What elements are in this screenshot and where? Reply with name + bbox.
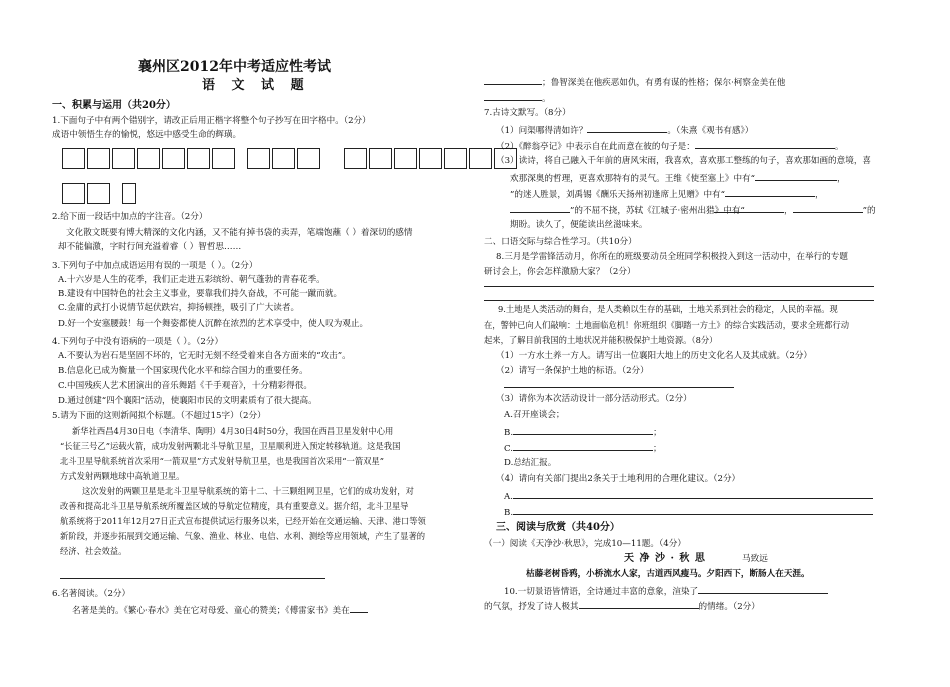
q9-blank[interactable]	[513, 490, 873, 499]
q8-answer-line[interactable]	[484, 286, 874, 287]
q5-news-line: 经济、社会效益。	[60, 546, 127, 556]
q9-option-c: C. ；	[504, 444, 662, 454]
q6-line	[72, 604, 368, 617]
section1-heading: 一、积累与运用（共20分）	[52, 100, 176, 111]
exam-subtitle: 语 文 试 题	[202, 78, 310, 93]
q9-option-b: B. ；	[504, 428, 662, 438]
q9-answer-line[interactable]	[504, 387, 734, 388]
q10-blank[interactable]	[579, 600, 699, 609]
q7-blank[interactable]	[793, 204, 863, 213]
section3-heading: 三、阅读与欣赏（共40分）	[496, 522, 620, 533]
q3-prompt: 3.下列句子中加点成语运用有误的一项是（ ）。（2分）	[52, 261, 258, 271]
q6-prompt: 6.名著阅读。（2分）	[52, 589, 131, 599]
q9-suggest-a-text: A.	[504, 492, 513, 502]
exam-title: 襄州区2012年中考适应性考试	[138, 59, 331, 75]
grid-cell[interactable]	[122, 183, 136, 204]
grid-cell[interactable]	[444, 148, 467, 169]
q4-option-c: C.中国残疾人艺术团演出的音乐舞蹈《千手观音》，十分精彩得很。	[58, 381, 312, 391]
q6-continued	[484, 76, 785, 89]
q10-line2	[484, 600, 760, 613]
q7-blank[interactable]	[725, 188, 815, 197]
q8-text2: 研讨会上，你会怎样激励大家？（2分）	[484, 267, 636, 277]
q9-blank[interactable]	[513, 442, 653, 451]
q9-option-a: A.召开座谈会；	[504, 410, 565, 420]
q9-suggest-a	[504, 490, 873, 503]
q2-line2: 却不能偏激，字时行间充溢着睿（ ）智哲思……	[58, 242, 242, 252]
q10c-text: 的情绪。（2分）	[698, 602, 760, 612]
q1-prompt: 1.下面句子中有两个错别字，请改正后用正楷字将整个句子抄写在田字格中。（2分）	[52, 116, 371, 126]
q6-end: 。	[484, 92, 551, 105]
grid-cell[interactable]	[272, 148, 295, 169]
q7-p3c-text: ”的迷人胜景，刘禹锡《酬乐天扬州初逢席上见赠》中有“	[510, 190, 726, 200]
q1-sentence: 成语中领悟生存的愉悦，悠远中感受生命的辉璜。	[52, 130, 242, 140]
writing-grid-row1[interactable]	[62, 148, 517, 169]
q10-text: 10.一切景语皆情语，全诗通过丰富的意象，渲染了	[504, 587, 699, 597]
q9-option-b-text: B.	[504, 428, 514, 438]
q5-answer-line[interactable]	[60, 578, 325, 579]
q7-p3b: 欢那深奥的哲理，更喜欢那特有的灵气。王维《使至塞上》中有“ ，	[510, 174, 846, 184]
grid-cell[interactable]	[344, 148, 367, 169]
grid-cell[interactable]	[187, 148, 210, 169]
grid-cell[interactable]	[62, 148, 85, 169]
q7-p3f: 期盼。读久了，便能读出丝滋味来。	[510, 220, 648, 230]
q10-line1	[504, 585, 828, 598]
q4-prompt: 4.下列句子中没有语病的一项是（ ）。（2分）	[52, 337, 224, 347]
q8-answer-line[interactable]	[484, 300, 874, 301]
q5-news-line: 北斗卫星导航系统首次采用“一箭双星”方式发射导航卫星，也是我国首次采用“一箭双星”	[60, 456, 384, 466]
q9-option-c-text: C.	[504, 444, 514, 454]
grid-cell[interactable]	[162, 148, 185, 169]
q7-prompt: 7.古诗文默写。（8分）	[484, 108, 571, 118]
q5-news-line: “长征三号乙”运载火箭，成功发射两颗北斗导航卫星，卫星顺利进入预定转移轨道。这是我国	[60, 441, 401, 451]
poem-author: 马致远	[742, 554, 768, 564]
q5-prompt: 5.请为下面的这则新闻拟个标题。（不超过15字）（2分）	[52, 411, 266, 421]
q5-news-line: 方式发射两颗地球中高轨道卫星。	[60, 471, 185, 481]
grid-cell[interactable]	[369, 148, 392, 169]
grid-cell[interactable]	[112, 148, 135, 169]
grid-cell[interactable]	[394, 148, 417, 169]
q2-line1: 文化散文既要有博大精深的文化内涵，又不能有掉书袋的卖弄，笔端饱蘸（ ）着深切的感情	[66, 228, 413, 238]
q4-option-a: A.不要认为岩石是坚固不坏的，它无时无刻不经受着来自各方面来的“攻击”。	[58, 351, 351, 361]
q4-option-d: D.通过创建“四个襄阳”活动，使襄阳市民的文明素质有了很大提高。	[58, 396, 317, 406]
q5-news-line: 这次发射的两颗卫星是北斗卫星导航系统的第十二、十三颗组网卫星，它们的成功发射，对	[82, 486, 414, 496]
q7-p1b-text: 。（朱熹《观书有感》）	[667, 126, 754, 136]
q6-blank[interactable]	[350, 604, 368, 613]
grid-cell[interactable]	[247, 148, 270, 169]
q5-news-line: 航系统将于2011年12月27日正式宣布提供试运行服务以来，已经开始在交通运输、天津、港口等领	[60, 516, 426, 526]
grid-cell[interactable]	[62, 183, 85, 204]
grid-cell[interactable]	[297, 148, 320, 169]
q7-blank[interactable]	[755, 172, 837, 181]
grid-cell[interactable]	[87, 148, 110, 169]
section2-heading: 二、口语交际与综合性学习。（共10分）	[484, 237, 637, 247]
q6-line-text: 名著是美的。《繁心·春水》美在它对母爱、童心的赞美；《傅雷家书》美在	[72, 606, 350, 616]
q3-option-b: B.建设有中国特色的社会主义事业，要靠我们持久奋战，不可能一蹴而就。	[58, 289, 343, 299]
q8-text: 8.三月是学雷锋活动月，你所在的班级要动员全班同学积极投入到这一活动中，在举行的专题	[496, 252, 848, 262]
grid-cell[interactable]	[469, 148, 492, 169]
q7-p2: （2）《醉翁亭记》中表示自在此而意在彼的句子是： 。	[496, 142, 844, 152]
q7-blank[interactable]	[714, 204, 784, 213]
q3-option-a: A.十六岁是人生的花季，我们正走进五彩缤纷、朝气蓬勃的青春花季。	[58, 275, 325, 285]
grid-cell[interactable]	[87, 183, 110, 204]
q7-p3d	[510, 204, 745, 217]
q3-option-d: D.好一个安塞腰鼓！每一个舞姿都使人沉醉在浓烈的艺术享受中，使人叹为观止。	[58, 319, 369, 329]
q2-prompt: 2.给下面一段话中加点的字注音。（2分）	[52, 212, 208, 222]
q9-text2: 在，警钟已向人们敲响：土地面临危机！你班组织《脚踏一方土》的综合实践活动，要求全班都行动	[484, 320, 850, 330]
q7-p3d-text: ”的不屈不挠，苏轼《江城子·密州出猎》中有“	[570, 206, 745, 216]
writing-grid-row2[interactable]	[62, 183, 136, 204]
q9-sub3: （3）请你为本次活动设计一部分活动形式。（2分）	[496, 394, 692, 404]
grid-cell[interactable]	[212, 148, 235, 169]
grid-gap	[322, 148, 342, 169]
q7-p1-text: （1）问渠哪得清如许？	[496, 126, 588, 136]
grid-gap	[112, 183, 120, 204]
q9-suggest-b-text: B.	[504, 508, 514, 518]
grid-cell[interactable]	[419, 148, 442, 169]
q7-blank[interactable]	[510, 204, 570, 213]
q9-option-d: D.总结汇报。	[504, 458, 557, 468]
q7-p2-text: （2）《醉翁亭记》中表示自在此而意在彼的句子是：	[496, 142, 695, 152]
poem-title: 天 净 沙 · 秋 思	[624, 553, 706, 564]
q9-sub4: （4）请向有关部门提出2条关于土地利用的合理化建议。（2分）	[496, 474, 741, 484]
q6-blank[interactable]	[484, 92, 542, 101]
q5-news-line: 新华社西昌4月30日电（李清华、陶明）4月30日4时50分，我国在西昌卫星发射中心用	[72, 426, 394, 436]
q9-text: 9.土地是人类活动的舞台，是人类赖以生存的基础，土地关系到社会的稳定，人民的幸福。现	[498, 304, 838, 314]
q5-news-line: 新阶段，并逐步拓展到交通运输、气象、渔业、林业、电信、水利、测绘等应用领域，产生了显著的	[60, 531, 426, 541]
grid-cell[interactable]	[137, 148, 160, 169]
q4-option-b: B.信息化已成为衡量一个国家现代化水平和综合国力的重要任务。	[58, 366, 308, 376]
q10b-text: 的气氛，抒发了诗人极其	[484, 602, 579, 612]
poem-body: 枯藤老树昏鸦，小桥流水人家，古道西风瘦马。夕阳西下，断肠人在天涯。	[526, 569, 810, 579]
q7-p3c: ”的迷人胜景，刘禹锡《酬乐天扬州初逢席上见赠》中有“ ，	[510, 190, 824, 200]
q7-p3e: ， ”的	[714, 204, 876, 217]
q9-sub2: （2）请写一条保护土地的标语。（2分）	[496, 366, 649, 376]
q7-p3e-text: ”的	[862, 206, 876, 216]
q9-sub1: （1）一方水土养一方人。请写出一位襄阳大地上的历史文化名人及其成就。（2分）	[496, 351, 813, 361]
q9-blank[interactable]	[513, 426, 653, 435]
grid-gap	[237, 148, 245, 169]
q7-blank[interactable]	[695, 140, 835, 149]
q7-p1	[496, 124, 753, 137]
q7-blank[interactable]	[587, 124, 667, 133]
q9-suggest-b	[504, 506, 873, 519]
q10-blank[interactable]	[698, 585, 828, 594]
q3-option-c: C.金庸的武打小说情节起伏跌宕，抑扬顿挫，吸引了广大读者。	[58, 303, 300, 313]
q7-p3b-text: 欢那深奥的哲理，更喜欢那特有的灵气。王维《使至塞上》中有“	[510, 174, 756, 184]
q9-text3: 起来，了解目前我国的土地状况并能积极保护土地资源。（8分）	[484, 335, 718, 345]
q7-p3a: （3）读诗，将自己融入千年前的唐风宋雨，我喜欢，喜欢那工整练的句子，喜欢那如画的意境，喜	[496, 156, 872, 166]
q5-news-line: 改善和提高北斗卫星导航系统所覆盖区域的导航定位精度，具有重要意义。据介绍，北斗卫星导	[60, 501, 409, 511]
reading1-prompt: （一）阅读《天净沙·秋思》，完成10—11题。（4分）	[484, 539, 686, 549]
q6-continued-text: ；鲁智深美在他疾恶如仇，有勇有谋的性格；保尔·柯察金美在他	[542, 78, 786, 88]
q9-blank[interactable]	[513, 506, 873, 515]
q6-blank[interactable]	[484, 76, 542, 85]
